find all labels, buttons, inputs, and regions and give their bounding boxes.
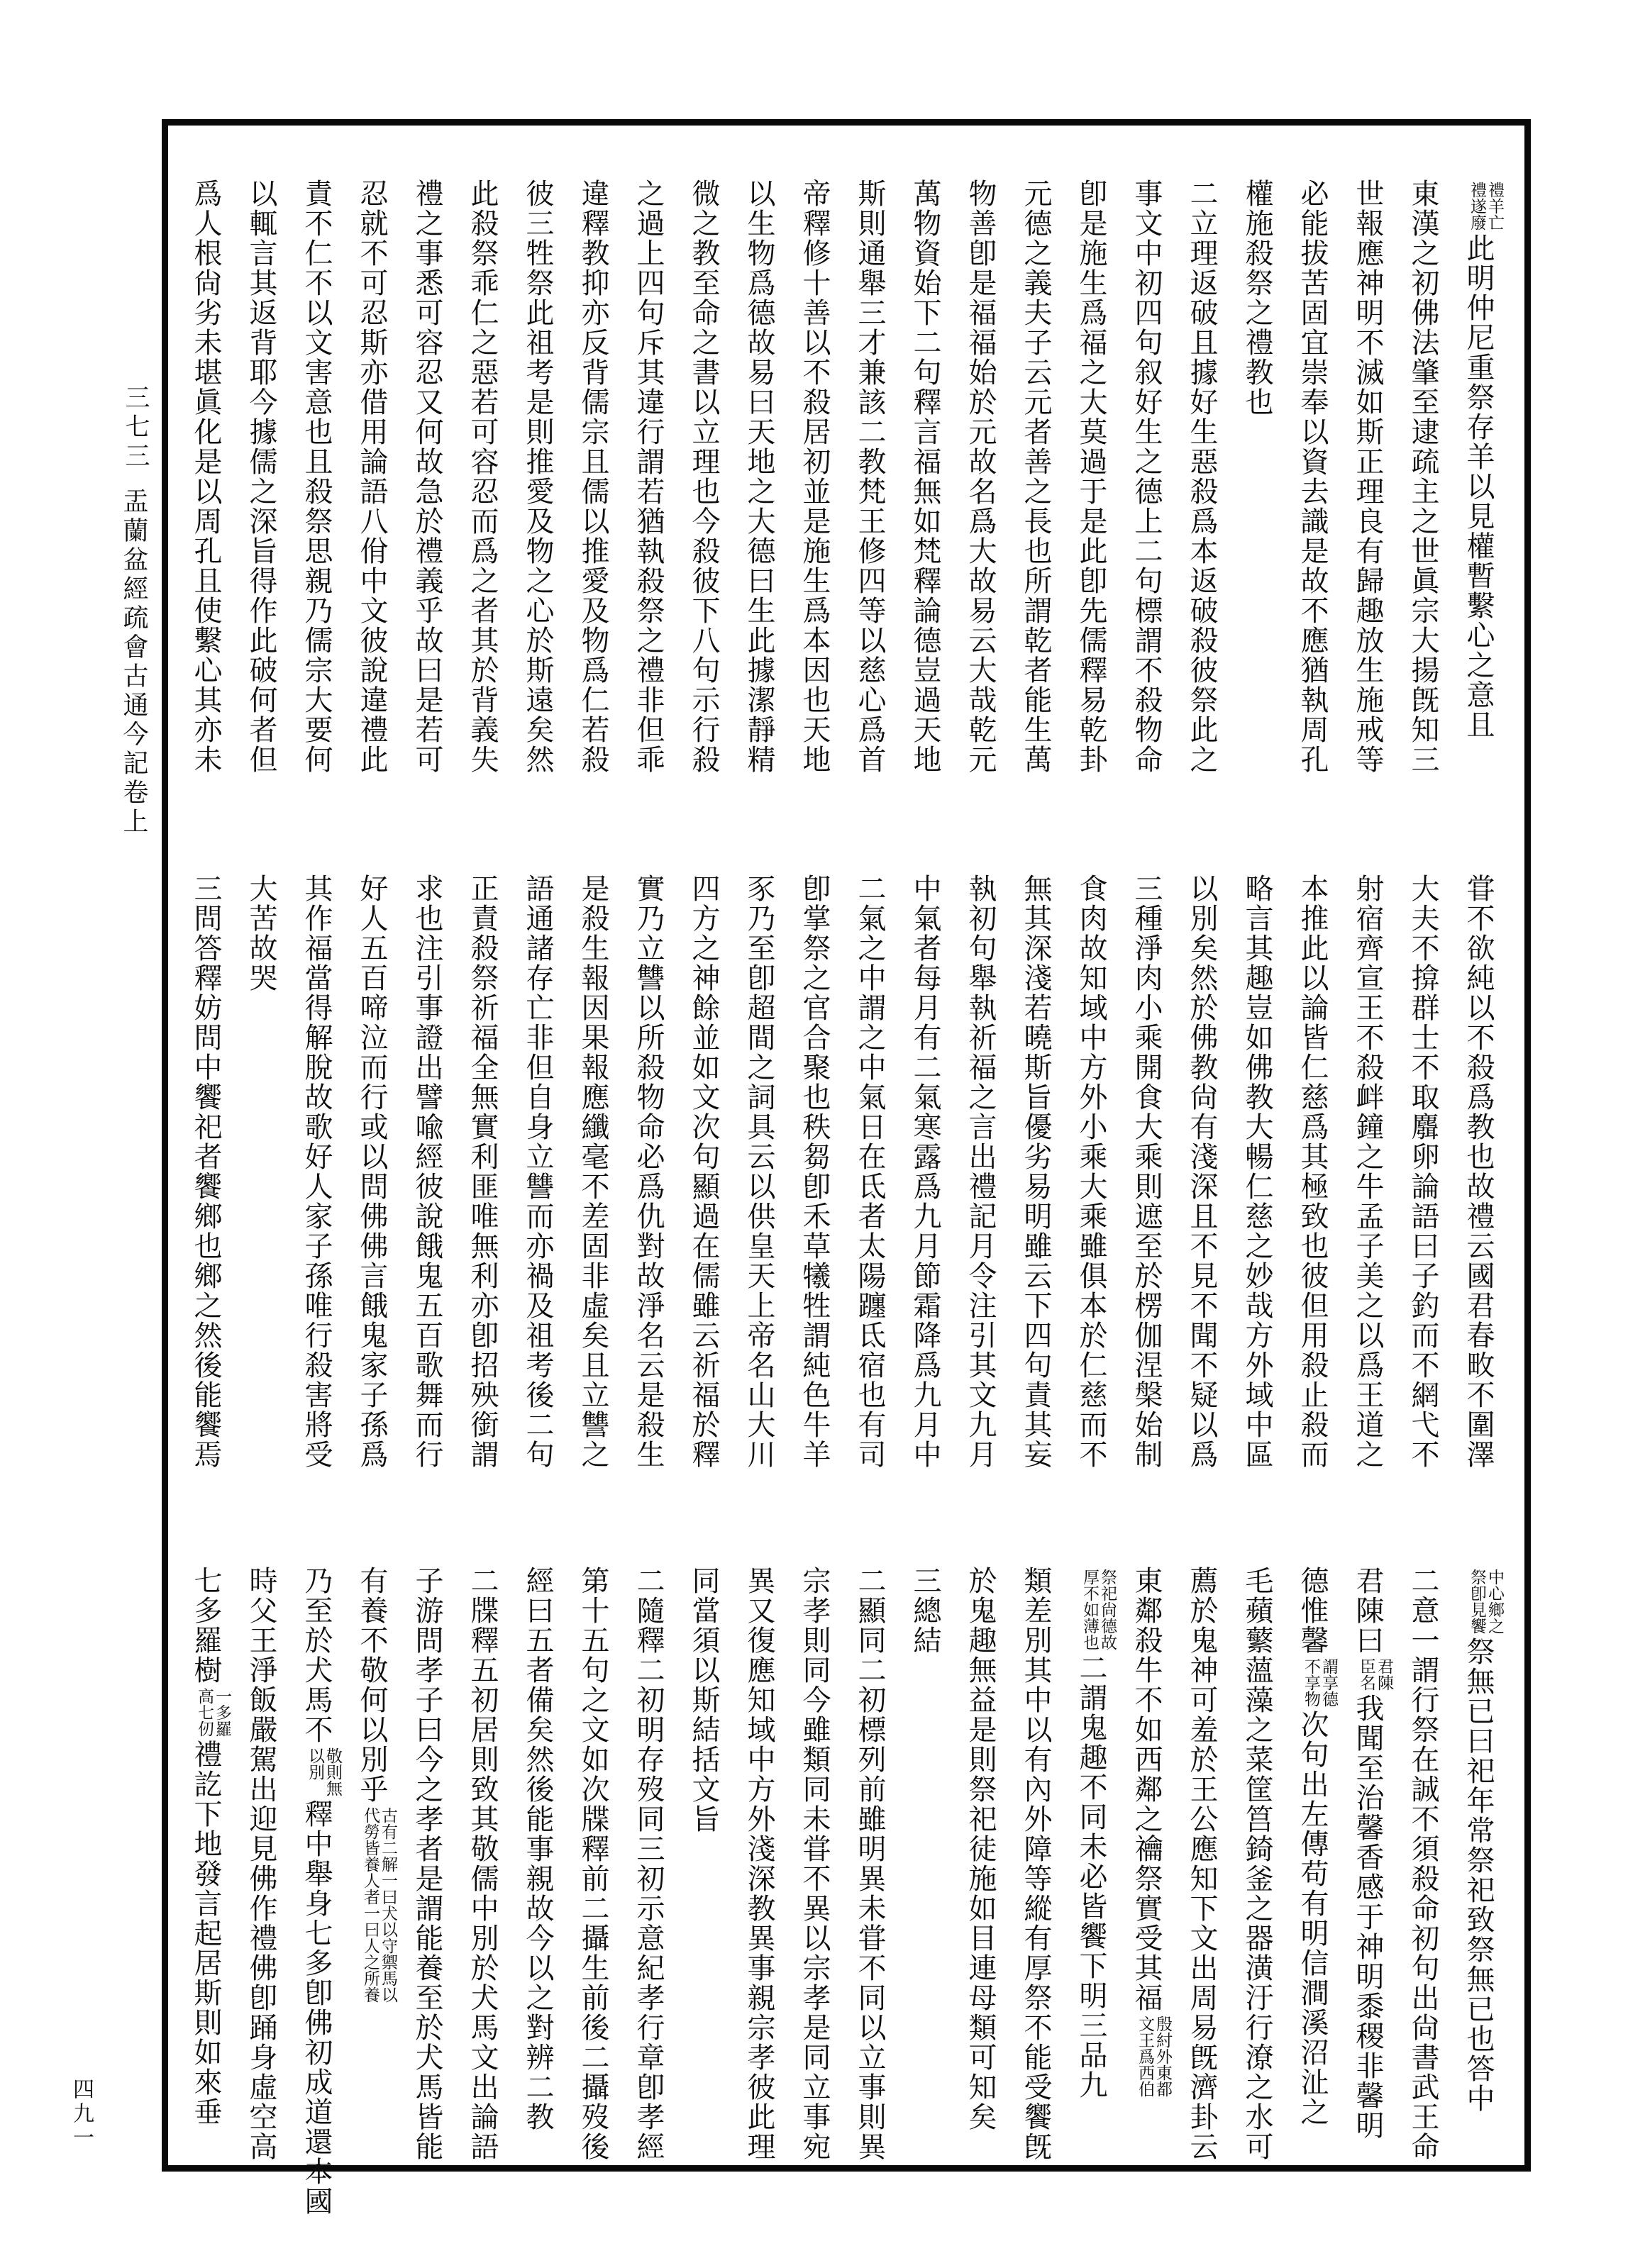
text-column — [1229, 179, 1285, 783]
text-column — [1395, 179, 1451, 783]
interlinear-gloss — [1468, 1569, 1503, 1634]
text-column — [897, 179, 953, 783]
text-column — [1063, 1566, 1119, 2170]
text-column — [1340, 874, 1395, 1478]
text-column — [1229, 874, 1285, 1478]
column-text: 祭無已曰祀年常祭祀致祭無已也答中 — [1462, 1637, 1495, 2113]
text-column — [510, 874, 565, 1478]
column-text: 權施殺祭之禮教也 — [1241, 179, 1273, 417]
text-column — [731, 1566, 787, 2170]
column-text: 帝釋修十善以不殺居初並是施生爲本因也天地 — [798, 179, 831, 774]
column-text: 大苦故哭 — [245, 874, 277, 993]
column-text: 以輒言其返背耶今據儒之深旨得作此破何者但 — [245, 179, 277, 774]
column-text: 次句出左傳苟有明信澗溪沼沚之 — [1296, 1710, 1329, 2127]
column-text: 毛蘋蘩薀藻之菜筐筥錡釜之器潢汙行潦之水可 — [1241, 1566, 1273, 2162]
column-text: 宗孝則同今雖類同未甞不異以宗孝是同立事宛 — [798, 1566, 831, 2162]
column-text: 彼三牲祭此祖考是則推愛及物之心於斯遠矣然 — [521, 179, 554, 774]
column-text: 有養不敬何以別乎 — [355, 1566, 388, 1804]
gloss-line: 禮羊亡 — [1485, 182, 1504, 230]
column-text: 好人五百啼泣而行或以問佛佛言餓鬼家子孫爲 — [355, 874, 388, 1469]
text-column — [1119, 1566, 1174, 2170]
gloss-line: 不享物 — [1302, 1658, 1320, 1707]
column-text: 第十五句之文如次牒釋前二攝生前後二攝歿後 — [577, 1566, 609, 2162]
text-column — [1285, 1566, 1340, 2170]
gloss-line: 中心鄉之 — [1485, 1569, 1504, 1634]
column-text: 斯則通舉三才兼該二教梵王修四等以慈心爲首 — [853, 179, 886, 774]
gloss-line: 代勞皆養人者一曰人之所養 — [361, 1807, 380, 2003]
interlinear-gloss — [1468, 182, 1503, 230]
text-column — [1174, 179, 1229, 783]
text-column — [344, 1566, 399, 2170]
text-column — [897, 874, 953, 1478]
column-text: 本推此以論皆仁慈爲其極致也彼但用殺止殺而 — [1296, 874, 1329, 1469]
column-text: 時父王淨飯嚴駕出迎見佛作禮佛卽踊身虛空高 — [245, 1566, 277, 2162]
text-column — [455, 874, 510, 1478]
column-text: 責不仁不以文害意也且殺祭思親乃儒宗大要何 — [300, 179, 333, 774]
column-text: 實乃立讐以所殺物命必爲仇對故淨名云是殺生 — [632, 874, 665, 1469]
column-text: 東鄰殺牛不如西鄰之禴祭實受其福 — [1130, 1566, 1163, 2013]
volume-title: 盂蘭盆經疏會古通今記卷上 — [119, 488, 148, 837]
text-column — [1451, 179, 1506, 783]
text-column — [1451, 874, 1506, 1478]
interlinear-gloss — [306, 1747, 341, 1796]
text-column — [1285, 179, 1340, 783]
text-column — [178, 1566, 233, 2170]
gloss-line: 以別 — [306, 1747, 324, 1780]
column-text: 子游問孝子曰今之孝者是謂能養至於犬馬皆能 — [411, 1566, 443, 2162]
column-text: 我聞至治馨香感于神明黍稷非馨明 — [1351, 1694, 1384, 2140]
interlinear-gloss — [195, 1688, 231, 1737]
column-text: 執初句舉執祈福之言出禮記月令注引其文九月 — [964, 874, 997, 1469]
column-text: 略言其趣豈如佛教大暢仁慈之妙哉方外域中區 — [1241, 874, 1273, 1469]
column-text: 經曰五者備矣然後能事親故今以之對辨二教 — [521, 1566, 554, 2132]
column-text: 射宿齊宣王不殺衅鐘之牛孟子美之以爲王道之 — [1351, 874, 1384, 1469]
interlinear-gloss — [1357, 1658, 1392, 1691]
interlinear-gloss — [1080, 1569, 1116, 1650]
column-text: 二牒釋五初居則致其敬儒中別於犬馬文出論語 — [466, 1566, 499, 2162]
text-column — [1008, 179, 1063, 783]
column-text: 釋中舉身七多卽佛初成道還本國 — [300, 1799, 333, 2216]
column-text: 德惟馨 — [1296, 1566, 1329, 1655]
text-column — [455, 1566, 510, 2170]
column-text: 君陳曰 — [1351, 1566, 1384, 1655]
column-text: 三問答釋妨問中饗祀者饗鄉也鄉之然後能饗焉 — [189, 874, 222, 1469]
text-column — [344, 179, 399, 783]
text-column — [1229, 1566, 1285, 2170]
text-band-upper — [170, 179, 1506, 783]
text-column — [510, 1566, 565, 2170]
text-column — [1395, 1566, 1451, 2170]
text-column — [344, 874, 399, 1478]
gloss-line: 古有二解一曰犬以守禦馬以 — [379, 1807, 397, 2003]
column-text: 爲人根尙劣未堪眞化是以周孔且使繫心其亦未 — [189, 179, 222, 774]
column-text: 微之教至命之書以立理也今殺彼下八句示行殺 — [687, 179, 720, 774]
text-column — [842, 179, 897, 783]
text-column — [233, 1566, 289, 2170]
gloss-line: 一多羅 — [213, 1688, 231, 1737]
text-column — [1008, 1566, 1063, 2170]
text-column — [787, 874, 842, 1478]
column-text: 食肉故知域中方外小乘大乘雖俱本於仁慈而不 — [1075, 874, 1107, 1469]
interlinear-gloss — [1302, 1658, 1337, 1707]
gloss-line: 君陳 — [1375, 1658, 1393, 1691]
gloss-line: 謂享德 — [1319, 1658, 1338, 1707]
column-text: 卽是施生爲福之大莫過于是此卽先儒釋易乾卦 — [1075, 179, 1107, 774]
text-column — [399, 874, 455, 1478]
text-column — [953, 179, 1008, 783]
column-text: 是殺生報因果報應纖毫不差固非虛矣且立讐之 — [577, 874, 609, 1469]
column-text: 物善卽是福福始於元故名爲大故易云大哉乾元 — [964, 179, 997, 774]
column-text: 此明仲尼重祭存羊以見權暫繫心之意且 — [1462, 233, 1495, 740]
column-text: 忍就不可忍斯亦借用論語八佾中文彼說違禮此 — [355, 179, 388, 774]
text-column — [1285, 874, 1340, 1478]
folio-number-label: 三七三 — [121, 384, 150, 472]
text-column — [621, 1566, 676, 2170]
text-column — [953, 874, 1008, 1478]
text-column — [787, 1566, 842, 2170]
column-text: 薦於鬼神可羞於王公應知下文出周易旣濟卦云 — [1185, 1566, 1218, 2162]
column-text: 中氣者每月有二氣寒露爲九月節霜降爲九月中 — [909, 874, 941, 1469]
column-text: 乃至於犬馬不 — [300, 1566, 333, 1745]
gloss-line: 厚不如薄也 — [1080, 1569, 1099, 1650]
text-column — [1063, 179, 1119, 783]
column-text: 無其深淺若曉斯旨優劣易明雖云下四句責其妄 — [1019, 874, 1052, 1469]
column-text: 元德之義夫子云元者善之長也所謂乾者能生萬 — [1019, 179, 1052, 774]
text-column — [565, 874, 621, 1478]
text-column — [233, 874, 289, 1478]
gloss-line: 禮遂廢 — [1468, 182, 1486, 230]
text-column — [676, 1566, 731, 2170]
text-column — [178, 874, 233, 1478]
column-text: 大夫不揜群士不取麛卵論語曰子釣而不網弋不 — [1407, 874, 1439, 1469]
text-column — [289, 1566, 344, 2216]
gloss-line: 敬則無 — [323, 1747, 342, 1796]
text-column — [676, 874, 731, 1478]
gloss-line: 文王爲西伯 — [1136, 2016, 1154, 2097]
text-column — [953, 1566, 1008, 2170]
column-text: 甞不欲純以不殺爲教也故禮云國君春畋不圍澤 — [1462, 874, 1495, 1469]
column-text: 類差別其中以有內外障等縱有厚祭不能受饗旣 — [1019, 1566, 1052, 2162]
text-band-middle — [170, 874, 1506, 1478]
text-column — [1063, 874, 1119, 1478]
text-column — [676, 179, 731, 783]
column-text: 異又復應知域中方外淺深教異事親宗孝彼此理 — [743, 1566, 775, 2162]
column-text: 東漢之初佛法肇至逮疏主之世眞宗大揚旣知三 — [1407, 179, 1439, 774]
column-text: 二意一謂行祭在誠不須殺命初句出尙書武王命 — [1407, 1566, 1439, 2162]
text-column — [842, 1566, 897, 2170]
column-text: 正責殺祭祈福全無實利匪唯無利亦卽招殃銜謂 — [466, 874, 499, 1469]
column-text: 萬物資始下二句釋言福無如梵釋論德豈過天地 — [909, 179, 941, 774]
column-text: 必能拔苦固宜崇奉以資去識是故不應猶執周孔 — [1296, 179, 1329, 774]
text-column — [455, 179, 510, 783]
column-text: 二隨釋二初明存歿同三初示意紀孝行章卽孝經 — [632, 1566, 665, 2162]
text-column — [731, 179, 787, 783]
text-column — [289, 874, 344, 1478]
text-column — [178, 179, 233, 783]
text-column — [233, 179, 289, 783]
column-text: 二謂鬼趣不同未必皆饗下明三品九 — [1075, 1653, 1107, 2100]
column-text: 同當須以斯結括文旨 — [687, 1566, 720, 1834]
column-text: 禮之事悉可容忍又何故急於禮義乎故曰是若可 — [411, 179, 443, 774]
column-text: 禮訖下地發言起居斯則如來垂 — [189, 1740, 222, 2127]
text-column — [565, 1566, 621, 2170]
interlinear-gloss — [361, 1807, 397, 2003]
column-text: 以生物爲德故易曰天地之大德曰生此據潔靜精 — [743, 179, 775, 774]
page-number-label: 四九一 — [69, 2078, 94, 2150]
gloss-line: 臣名 — [1357, 1658, 1375, 1691]
text-column — [621, 179, 676, 783]
text-column — [1395, 874, 1451, 1478]
gloss-line: 祭祀尙德故 — [1098, 1569, 1117, 1650]
column-text: 三總結 — [909, 1566, 941, 1655]
gloss-line: 高七仞 — [195, 1688, 214, 1737]
text-column — [565, 179, 621, 783]
text-column — [621, 874, 676, 1478]
column-text: 其作福當得解脫故歌好人家子孫唯行殺害將受 — [300, 874, 333, 1469]
column-text: 事文中初四句叙好生之德上二句標謂不殺物命 — [1130, 179, 1163, 774]
text-column — [1174, 1566, 1229, 2170]
gloss-line: 殷紂外東都 — [1153, 2016, 1172, 2097]
text-column — [1340, 1566, 1395, 2170]
interlinear-gloss — [1136, 2016, 1171, 2097]
column-text: 語通諸存亡非但自身立讐而亦禍及祖考後二句 — [521, 874, 554, 1469]
text-column — [897, 1566, 953, 2170]
column-text: 違釋教抑亦反背儒宗且儒以推愛及物爲仁若殺 — [577, 179, 609, 774]
column-text: 豕乃至卽超間之詞具云以供皇天上帝名山大川 — [743, 874, 775, 1469]
column-text: 以別矣然於佛教尙有淺深且不見不聞不疑以爲 — [1185, 874, 1218, 1469]
text-column — [399, 1566, 455, 2170]
column-text: 求也注引事證出譬喩經彼說餓鬼五百歌舞而行 — [411, 874, 443, 1469]
column-text: 卽掌祭之官合聚也秩芻卽禾草犧牲謂純色牛羊 — [798, 874, 831, 1469]
column-text: 世報應神明不滅如斯正理良有歸趣放生施戒等 — [1351, 179, 1384, 774]
gloss-line: 祭卽見饗 — [1468, 1569, 1486, 1634]
text-column — [1119, 874, 1174, 1478]
column-text: 於鬼趣無益是則祭祀徒施如目連母類可知矣 — [964, 1566, 997, 2132]
column-text: 此殺祭乖仁之惡若可容忍而爲之者其於背義失 — [466, 179, 499, 774]
text-column — [1451, 1566, 1506, 2170]
text-column — [289, 179, 344, 783]
text-column — [731, 874, 787, 1478]
text-column — [1340, 179, 1395, 783]
text-column — [399, 179, 455, 783]
text-column — [1119, 179, 1174, 783]
column-text: 二氣之中謂之中氣日在氐者太陽躔氐宿也有司 — [853, 874, 886, 1469]
text-column — [510, 179, 565, 783]
column-text: 四方之神餘並如文次句顯過在儒雖云祈福於釋 — [687, 874, 720, 1469]
text-column — [787, 179, 842, 783]
text-column — [1174, 874, 1229, 1478]
text-column — [1008, 874, 1063, 1478]
column-text: 之過上四句斥其違行謂若猶執殺祭之禮非但乖 — [632, 179, 665, 774]
column-text: 二顯同二初標列前雖明異未甞不同以立事則異 — [853, 1566, 886, 2162]
column-text: 三種淨肉小乘開食大乘則遮至於楞伽涅槃始制 — [1130, 874, 1163, 1469]
column-text: 二立理返破且據好生惡殺爲本返破殺彼祭此之 — [1185, 179, 1218, 774]
text-column — [842, 874, 897, 1478]
column-text: 七多羅樹 — [189, 1566, 222, 1685]
text-band-lower — [170, 1566, 1506, 2216]
